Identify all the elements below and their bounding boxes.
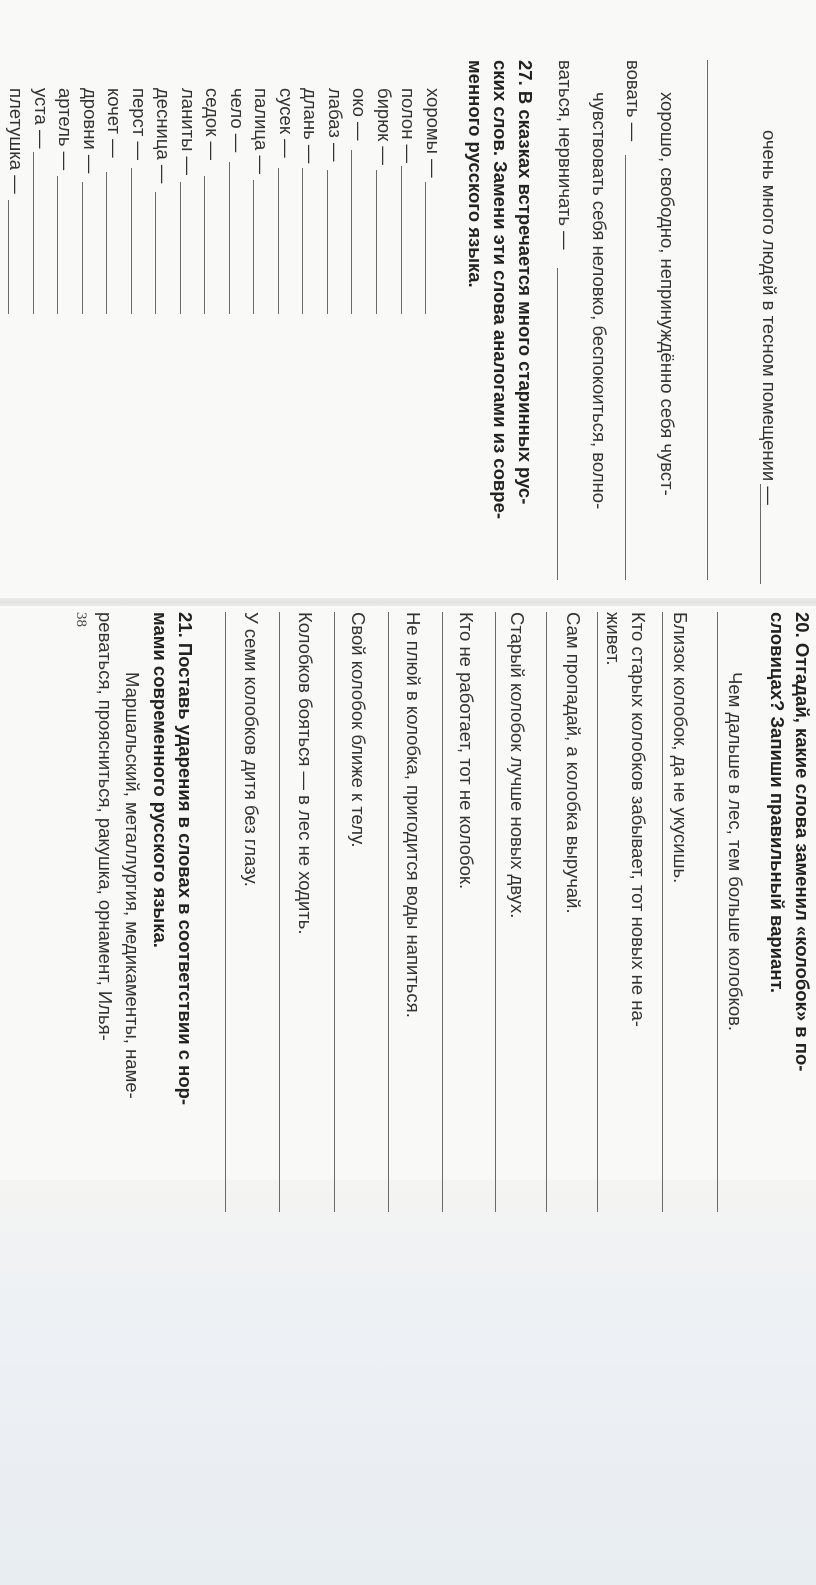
- answer-line[interactable]: [401, 166, 402, 314]
- answer-prompt-nervous-cont: ваться, нервничать —: [555, 60, 576, 250]
- answer-line[interactable]: [351, 150, 352, 314]
- task-20-heading-cont: словицах? Запиши правильный вариант.: [767, 612, 788, 994]
- answer-prompt-nervous: чувствовать себя неловко, беспокоиться, волно-: [589, 92, 610, 510]
- word-item: полон —: [398, 88, 420, 164]
- task-21-words: Маршальский, металлургия, медикаменты, наме-: [122, 672, 143, 1099]
- proverb-item: Кто старых колобков забывает, тот новых не на-: [628, 612, 649, 1027]
- answer-line[interactable]: [8, 200, 9, 314]
- answer-line[interactable]: [225, 612, 226, 1212]
- word-item: десница —: [153, 88, 175, 184]
- answer-line[interactable]: [442, 612, 443, 1212]
- task-27-heading-cont: менного русского языка.: [465, 60, 486, 288]
- answer-line[interactable]: [33, 152, 34, 314]
- word-item: плетушка —: [6, 88, 28, 194]
- proverb-item-cont: живет.: [603, 612, 624, 666]
- task-27-heading: 27. В сказках встречается много старинных рус-: [515, 60, 536, 505]
- answer-line[interactable]: [57, 176, 58, 314]
- word-item: ланиты —: [178, 88, 199, 176]
- proverb-item: Свой колобок ближе к телу.: [348, 612, 369, 848]
- word-item: длань —: [300, 88, 322, 164]
- right-page: [0, 612, 816, 1197]
- answer-prompt-free-cont: вовать —: [623, 60, 644, 142]
- answer-line[interactable]: [253, 180, 254, 314]
- proverb-item: Не плюй в колобка, пригодится воды напиться.: [403, 612, 424, 1018]
- answer-line[interactable]: [229, 162, 230, 314]
- word-item: бирюк —: [374, 88, 395, 165]
- answer-prompt-free: хорошо, свободно, непринуждённо себя чувст-: [657, 92, 678, 496]
- task-27-heading-cont: ских слов. Замени эти слова аналогами из совре-: [490, 60, 511, 520]
- proverb-item: Старый колобок лучше новых двух.: [507, 612, 528, 919]
- proverb-item: Колобков бояться — в лес не ходить.: [295, 612, 316, 935]
- answer-line[interactable]: [327, 170, 328, 314]
- scan-background: [0, 1180, 816, 1585]
- task-20-heading: 20. Отгадай, какие слова заменил «колобок» в по-: [792, 612, 813, 1072]
- task-21-heading-cont: мами современного русского языка.: [150, 612, 171, 948]
- word-item: чело —: [227, 88, 248, 153]
- answer-line: [625, 155, 626, 580]
- answer-line[interactable]: [662, 612, 663, 1212]
- old-words-list: [6, 88, 444, 588]
- answer-line: [760, 484, 761, 584]
- answer-line[interactable]: [279, 612, 280, 1212]
- answer-line[interactable]: [495, 612, 496, 1212]
- answer-line[interactable]: [204, 176, 205, 314]
- left-page: [0, 0, 816, 590]
- answer-line: [707, 60, 708, 580]
- page-gutter: [0, 598, 816, 606]
- answer-line[interactable]: [180, 182, 181, 314]
- answer-line[interactable]: [82, 182, 83, 314]
- answer-line[interactable]: [302, 168, 303, 314]
- proverb-item: Сам пропадай, а колобка выручай.: [563, 612, 584, 914]
- word-item: хоромы —: [423, 88, 444, 178]
- task-21-heading: 21. Поставь ударения в словах в соответствии с нор-: [175, 612, 196, 1106]
- answer-line[interactable]: [597, 612, 598, 1212]
- word-item: уста —: [31, 88, 52, 149]
- answer-line[interactable]: [388, 612, 389, 1212]
- answer-prompt-crowded: очень много людей в тесном помещении —: [759, 130, 780, 505]
- word-item: седок —: [202, 88, 224, 160]
- answer-line[interactable]: [155, 192, 156, 314]
- word-item: дровни —: [80, 88, 101, 174]
- page-number: 38: [73, 612, 89, 627]
- answer-line[interactable]: [376, 170, 377, 314]
- answer-line[interactable]: [717, 612, 718, 1212]
- answer-line[interactable]: [334, 612, 335, 1212]
- answer-line: [557, 268, 558, 580]
- word-item: лабаз —: [325, 88, 346, 162]
- proverb-item: Чем дальше в лес, тем больше колобков.: [725, 672, 746, 1032]
- answer-line[interactable]: [425, 182, 426, 314]
- word-item: артель —: [55, 88, 77, 171]
- task-21-words-cont: реваться, проясниться, ракушка, орнамент, Илья-: [95, 612, 116, 1041]
- answer-line[interactable]: [546, 612, 547, 1212]
- word-item: перст —: [129, 88, 150, 160]
- word-item: сусек —: [276, 88, 297, 158]
- word-item: око —: [349, 88, 371, 141]
- proverb-item: Близок колобок, да не укусишь.: [670, 612, 691, 884]
- answer-line[interactable]: [278, 168, 279, 314]
- word-item: палица —: [251, 88, 273, 174]
- answer-line[interactable]: [106, 172, 107, 314]
- proverb-item: Кто не работает, тот не колобок.: [456, 612, 477, 890]
- word-item: кочет —: [104, 88, 126, 158]
- answer-line[interactable]: [131, 168, 132, 314]
- proverb-item: У семи колобков дитя без глазу.: [241, 612, 262, 887]
